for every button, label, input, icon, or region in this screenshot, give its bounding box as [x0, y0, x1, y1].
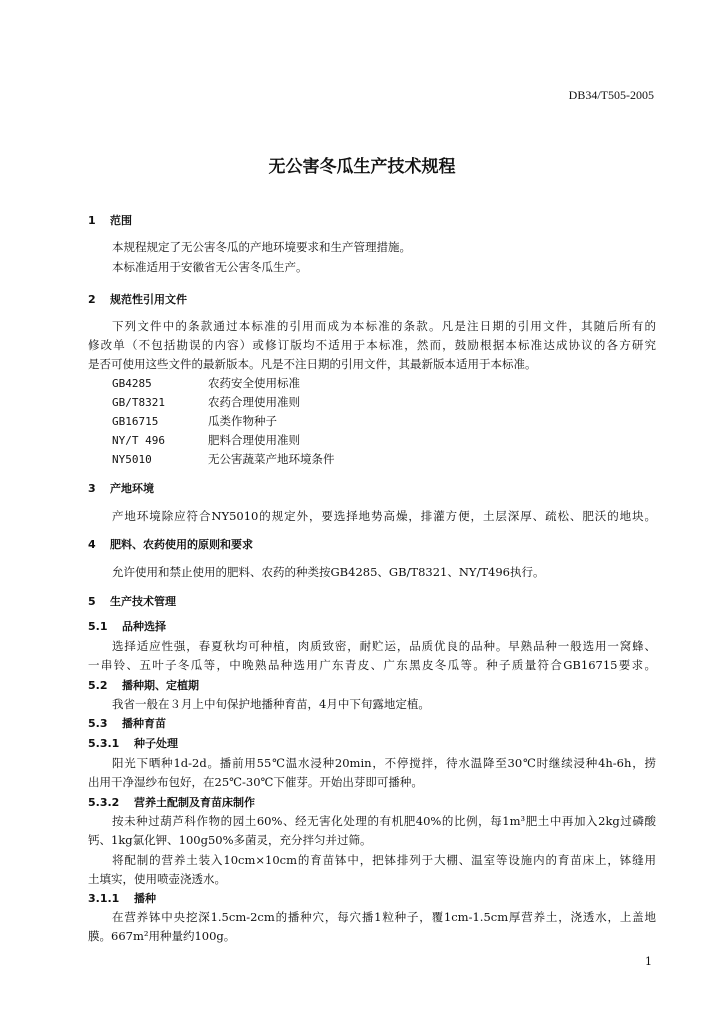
paragraph-line: 土填实，使用喷壶浇透水。: [88, 872, 226, 886]
section-5-heading: [88, 593, 176, 609]
section-number: 3: [88, 482, 96, 495]
paragraph: 允许使用和禁止使用的肥料、农药的种类按GB4285、GB/T8321、NY/T496执行。: [112, 565, 545, 579]
paragraph-line: 是否可使用这些文件的最新版本。凡是不注日期的引用文件，其最新版本适用于本标准。: [88, 357, 537, 371]
section-number: 3.1.1: [88, 892, 120, 905]
paragraph-line: 选择适应性强，春夏秋均可种植，肉质致密，耐贮运，品质优良的品种。早熟品种一般选用一窝蜂、: [112, 639, 656, 653]
reference-code: NY5010: [112, 453, 152, 466]
paragraph: 我省一般在３月上中旬保护地播种育苗，4月中下旬露地定植。: [112, 697, 430, 711]
reference-item: [112, 451, 335, 467]
section-title: 种子处理: [134, 737, 178, 750]
paragraph-line: 阳光下晒种1d-2d。播前用55℃温水浸种20min，不停搅拌，待水温降至30℃时继续浸种4h-6h，捞: [112, 756, 656, 770]
section-number: 5.3.1: [88, 737, 120, 750]
section-title: 规范性引用文件: [110, 293, 187, 306]
reference-code: NY/T 496: [112, 434, 165, 447]
paragraph-line: 一串铃、五叶子冬瓜等，中晚熟品种选用广东青皮、广东黑皮冬瓜等。种子质量符合GB16715要求。: [88, 658, 656, 672]
section-number: 5.1: [88, 620, 108, 633]
subsection-5-3-2-heading: [88, 794, 255, 810]
section-title: 肥料、农药使用的原则和要求: [110, 538, 253, 551]
section-number: 1: [88, 214, 96, 227]
reference-name: 无公害蔬菜产地环境条件: [208, 452, 335, 466]
reference-name: 瓜类作物种子: [208, 414, 277, 428]
subsection-5-3-1-heading: [88, 735, 178, 751]
section-title: 产地环境: [110, 482, 154, 495]
reference-code: GB16715: [112, 415, 159, 428]
paragraph-line: 按未种过葫芦科作物的园土60%、经无害化处理的有机肥40%的比例，每1m³肥土中再加入2kg过磷酸: [112, 814, 656, 828]
reference-name: 肥料合理使用准则: [208, 433, 300, 447]
section-number: 5.3: [88, 717, 108, 730]
section-title: 生产技术管理: [110, 595, 176, 608]
paragraph: 本标准适用于安徽省无公害冬瓜生产。: [112, 260, 308, 274]
subsection-5-1-heading: [88, 618, 166, 634]
page-number: 1: [645, 955, 652, 968]
reference-name: 农药安全使用标准: [208, 376, 300, 390]
document-title: 无公害冬瓜生产技术规程: [268, 157, 456, 177]
section-4-heading: [88, 536, 253, 552]
paragraph-line: 钙、1kg氯化钾、100g50%多菌灵，充分拌匀并过筛。: [88, 833, 372, 847]
paragraph-line: 将配制的营养土装入10cm×10cm的育苗钵中，把钵排列于大棚、温室等设施内的育苗床上，钵缝用: [112, 853, 656, 867]
paragraph-line: 在营养钵中央挖深1.5cm-2cm的播种穴，每穴播1粒种子，覆1cm-1.5cm厚营养土，浇透水，上盖地: [112, 910, 656, 924]
paragraph-line: 出用干净湿纱布包好，在25℃-30℃下催芽。开始出芽即可播种。: [88, 775, 423, 789]
paragraph: 本规程规定了无公害冬瓜的产地环境要求和生产管理措施。: [112, 240, 411, 254]
section-2-heading: [88, 291, 187, 307]
section-title: 播种育苗: [122, 717, 166, 730]
section-number: 4: [88, 538, 96, 551]
reference-item: [112, 432, 300, 448]
paragraph-line: 膜。667m²用种量约100g。: [88, 929, 236, 943]
section-number: 5.2: [88, 679, 108, 692]
section-3-heading: [88, 480, 154, 496]
section-title: 营养土配制及育苗床制作: [134, 796, 255, 809]
section-number: 2: [88, 293, 96, 306]
reference-item: [112, 413, 277, 429]
section-title: 品种选择: [122, 620, 166, 633]
reference-code: GB4285: [112, 377, 152, 390]
reference-code: GB/T8321: [112, 396, 165, 409]
section-title: 播种期、定植期: [122, 679, 199, 692]
subsection-5-3-heading: [88, 715, 166, 731]
document-code: DB34/T505-2005: [568, 88, 654, 102]
section-number: 5.3.2: [88, 796, 120, 809]
reference-item: [112, 375, 300, 391]
section-title: 范围: [110, 214, 132, 227]
subsection-3-1-1-heading: [88, 890, 156, 906]
paragraph: 产地环境除应符合NY5010的规定外，要选择地势高燥，排灌方便，土层深厚、疏松、肥沃的地块。: [112, 509, 656, 523]
reference-item: [112, 394, 300, 410]
subsection-5-2-heading: [88, 677, 199, 693]
paragraph-line: 修改单（不包括勘误的内容）或修订版均不适用于本标准，然而，鼓励根据本标准达成协议的各方研究: [88, 338, 656, 352]
paragraph-line: 下列文件中的条款通过本标准的引用而成为本标准的条款。凡是注日期的引用文件，其随后所有的: [112, 319, 656, 333]
section-title: 播种: [134, 892, 156, 905]
section-number: 5: [88, 595, 96, 608]
section-1-heading: [88, 212, 132, 228]
reference-name: 农药合理使用准则: [208, 395, 300, 409]
